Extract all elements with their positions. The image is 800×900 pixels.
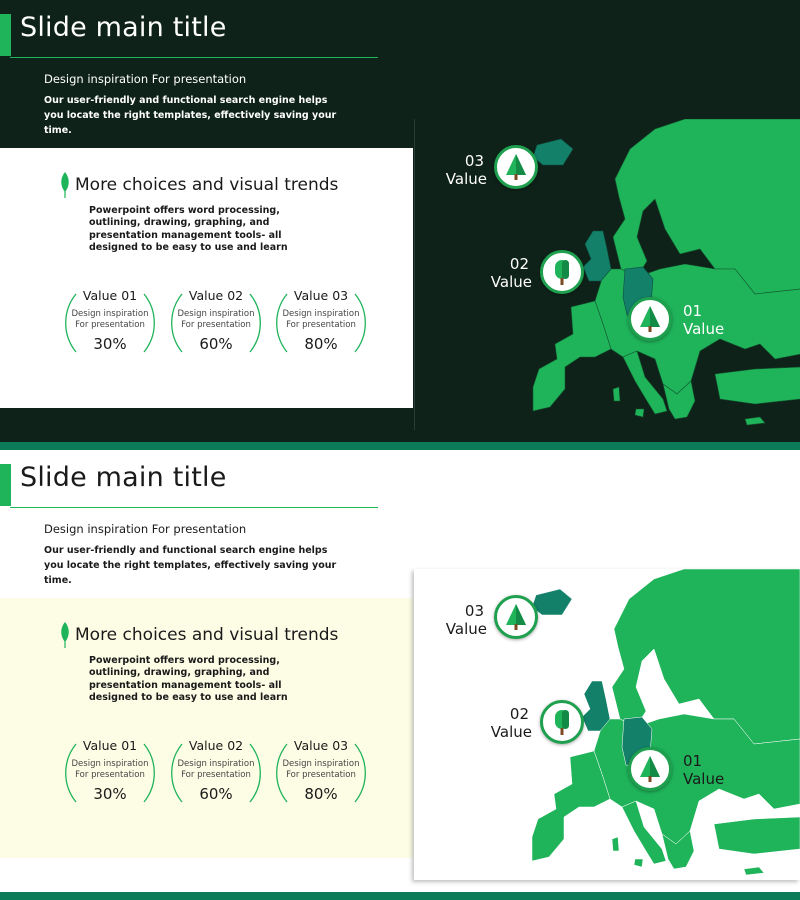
pine-tree-icon xyxy=(503,603,529,631)
stat-caption: Design inspiration For presentation xyxy=(177,759,255,780)
stat-percent: 80% xyxy=(304,335,338,353)
title-underline xyxy=(10,57,378,58)
marker-word: Value xyxy=(683,320,725,338)
slide-light xyxy=(0,450,800,900)
iceland-highlight xyxy=(532,589,572,615)
section-title: More choices and visual trends xyxy=(75,175,339,195)
uk-highlight xyxy=(583,231,611,281)
marker-word: Value xyxy=(683,770,725,788)
title-underline xyxy=(10,507,378,508)
slide-title: Slide main title xyxy=(20,462,227,493)
round-tree-icon xyxy=(549,708,575,736)
subheading: Design inspiration For presentation xyxy=(44,72,247,86)
marker-number: 02 xyxy=(509,705,529,723)
marker-word: Value xyxy=(490,723,532,741)
marker-03-label xyxy=(443,602,487,638)
iceland-highlight xyxy=(533,139,573,165)
leaf-icon xyxy=(60,622,70,648)
stat-percent: 60% xyxy=(199,335,233,353)
marker-02-pin xyxy=(540,700,584,744)
stat-caption: Design inspiration For presentation xyxy=(282,309,360,330)
stat-label: Value 02 xyxy=(188,738,244,753)
title-accent-bar xyxy=(0,14,11,56)
marker-number: 03 xyxy=(464,152,484,170)
marker-01-label xyxy=(683,302,724,338)
pine-tree-icon xyxy=(637,305,663,333)
stat-percent: 30% xyxy=(93,335,127,353)
stat-label: Value 03 xyxy=(293,288,349,303)
stat-caption: Design inspiration For presentation xyxy=(282,759,360,780)
stat-value-01 xyxy=(64,288,156,354)
stat-label: Value 01 xyxy=(82,288,138,303)
stat-caption: Design inspiration For presentation xyxy=(71,759,149,780)
stat-value-01 xyxy=(64,738,156,804)
stat-value-02 xyxy=(170,738,262,804)
marker-02-label xyxy=(488,255,532,291)
description: Our user-friendly and functional search engine helps you locate the right templates, effectively saving your time. xyxy=(44,545,337,586)
stat-percent: 60% xyxy=(199,785,233,803)
marker-01-label xyxy=(683,752,724,788)
marker-03-pin xyxy=(494,145,538,189)
stat-label: Value 03 xyxy=(293,738,349,753)
marker-number: 01 xyxy=(683,302,703,320)
marker-word: Value xyxy=(490,273,532,291)
marker-number: 01 xyxy=(683,752,703,770)
marker-02-pin xyxy=(540,250,584,294)
stat-percent: 80% xyxy=(304,785,338,803)
slide-title: Slide main title xyxy=(20,12,227,43)
stat-value-03 xyxy=(275,738,367,804)
uk-highlight xyxy=(582,681,610,731)
marker-number: 03 xyxy=(464,602,484,620)
section-body: Powerpoint offers word processing, outlining, drawing, graphing, and presentation management tools- all designed to be easy to use and learn xyxy=(89,655,288,703)
round-tree-icon xyxy=(549,258,575,286)
marker-03-label xyxy=(443,152,487,188)
stat-label: Value 01 xyxy=(82,738,138,753)
marker-01-pin xyxy=(628,297,672,341)
stat-value-02 xyxy=(170,288,262,354)
footer-accent-stripe xyxy=(0,442,800,450)
stat-value-03 xyxy=(275,288,367,354)
marker-word: Value xyxy=(445,620,487,638)
leaf-icon xyxy=(60,172,70,198)
stat-caption: Design inspiration For presentation xyxy=(71,309,149,330)
description: Our user-friendly and functional search engine helps you locate the right templates, effectively saving your time. xyxy=(44,95,337,136)
marker-word: Value xyxy=(445,170,487,188)
section-title: More choices and visual trends xyxy=(75,625,339,645)
stat-percent: 30% xyxy=(93,785,127,803)
footer-accent-stripe xyxy=(0,892,800,900)
subheading: Design inspiration For presentation xyxy=(44,522,247,536)
marker-number: 02 xyxy=(509,255,529,273)
marker-01-pin xyxy=(628,747,672,791)
pine-tree-icon xyxy=(503,153,529,181)
marker-03-pin xyxy=(494,595,538,639)
stat-label: Value 02 xyxy=(188,288,244,303)
title-accent-bar xyxy=(0,464,11,506)
pine-tree-icon xyxy=(637,755,663,783)
section-body: Powerpoint offers word processing, outlining, drawing, graphing, and presentation management tools- all designed to be easy to use and learn xyxy=(89,205,288,253)
stat-caption: Design inspiration For presentation xyxy=(177,309,255,330)
marker-02-label xyxy=(488,705,532,741)
